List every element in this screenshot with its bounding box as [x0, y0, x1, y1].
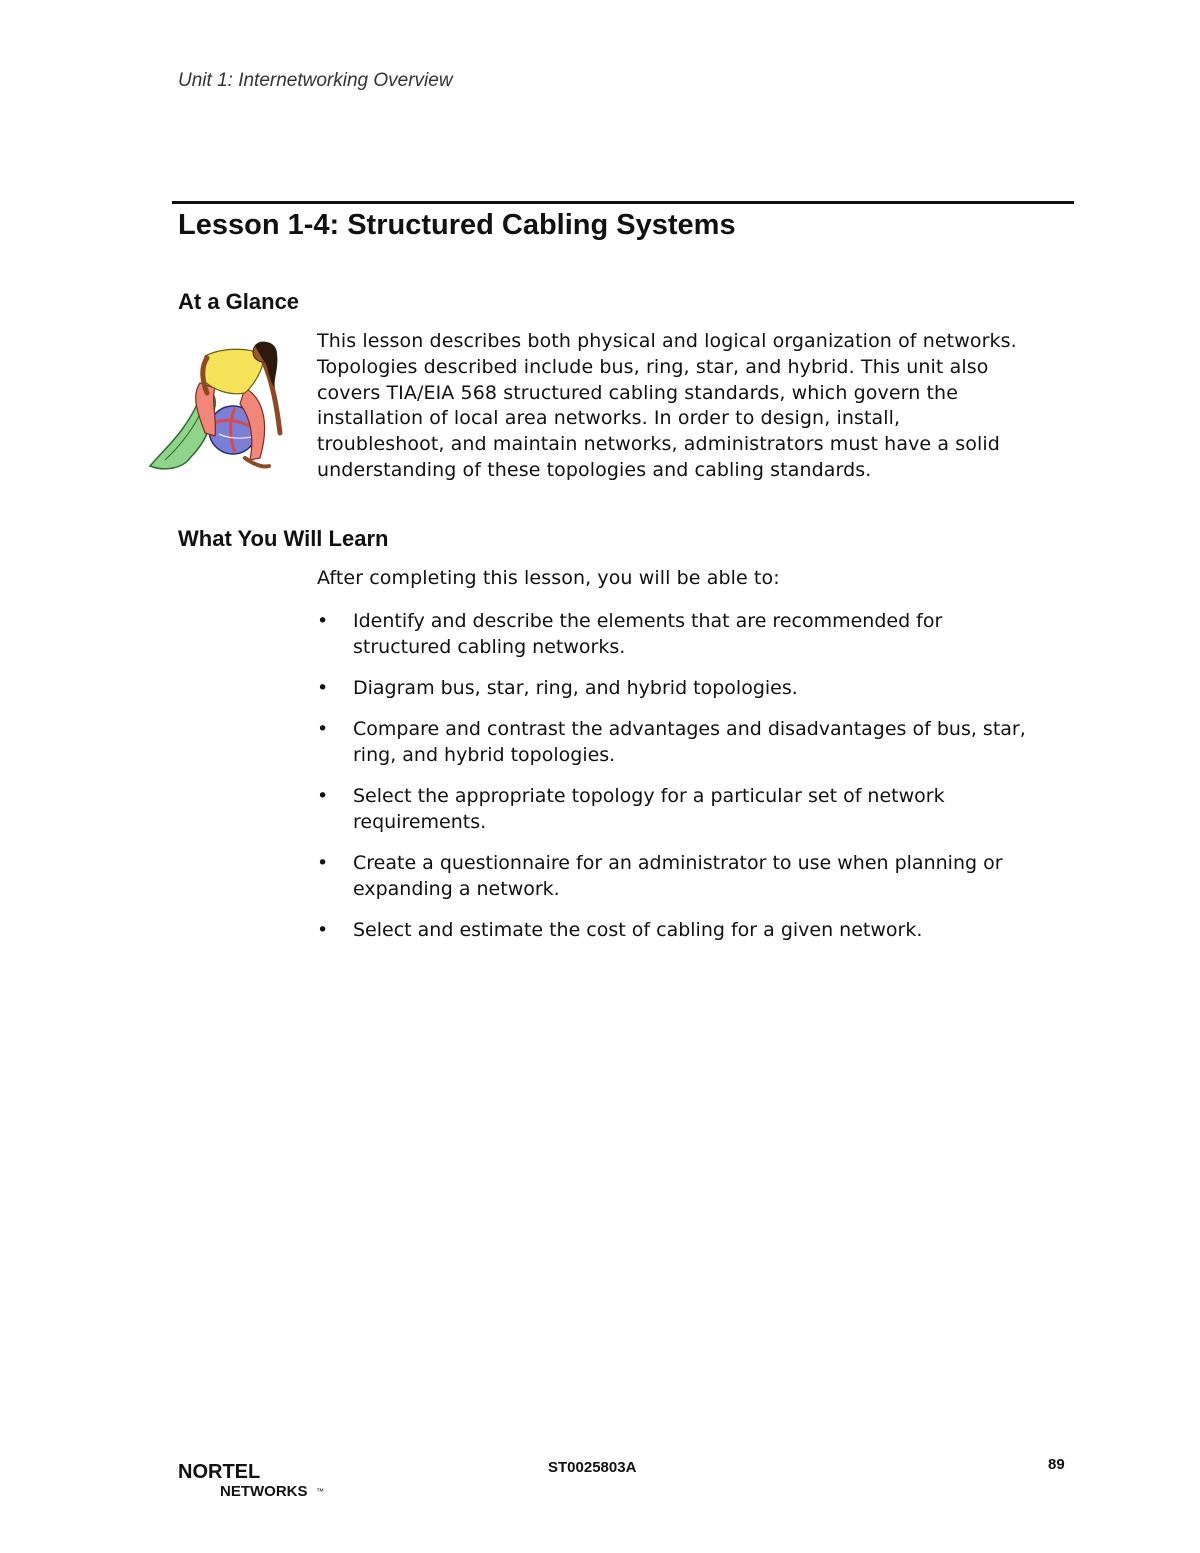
list-item: • Diagram bus, star, ring, and hybrid topologies. — [317, 677, 798, 699]
list-item: • Create a questionnaire for an administrator to use when planning or expanding a network. — [317, 852, 1003, 900]
paragraph-line: This lesson describes both physical and logical organization of networks. — [317, 330, 1017, 352]
nortel-networks-logo — [178, 1460, 328, 1500]
logo-line-1: NORTEL — [178, 1461, 261, 1483]
at-a-glance-heading: At a Glance — [178, 289, 300, 314]
list-item: • Compare and contrast the advantages and disadvantages of bus, star, ring, and hybrid topologies. — [317, 718, 1026, 766]
woman-with-globe-clipart — [145, 338, 290, 478]
paragraph-line: Topologies described include bus, ring, star, and hybrid. This unit also — [317, 355, 989, 378]
paragraph-line: installation of local area networks. In order to design, install, — [317, 407, 901, 430]
title-rule — [172, 201, 1074, 204]
paragraph-line: troubleshoot, and maintain networks, administrators must have a solid — [317, 433, 1000, 456]
running-header: Unit 1: Internetworking Overview — [178, 70, 453, 91]
logo-trademark: ™ — [316, 1487, 324, 1496]
list-item: • Select the appropriate topology for a particular set of network requirements. — [317, 785, 945, 833]
bullet-icon: • — [317, 610, 329, 632]
lesson-title: Lesson 1-4: Structured Cabling Systems — [178, 209, 736, 241]
list-item: • Identify and describe the elements that are recommended for structured cabling networks. — [317, 610, 943, 658]
paragraph-line: understanding of these topologies and cabling standards. — [317, 458, 872, 481]
bullet-icon: • — [317, 718, 329, 740]
paragraph-line: covers TIA/EIA 568 structured cabling standards, which govern the — [317, 381, 958, 404]
objectives-intro: After completing this lesson, you will be able to: — [317, 567, 780, 589]
bullet-icon: • — [317, 677, 329, 699]
what-you-will-learn-heading: What You Will Learn — [178, 526, 389, 551]
page-number: 89 — [1048, 1456, 1065, 1473]
document-code: ST0025803A — [548, 1459, 637, 1476]
logo-line-2: NETWORKS — [220, 1483, 308, 1500]
objectives-list — [317, 608, 1077, 958]
list-item: • Select and estimate the cost of cabling for a given network. — [317, 919, 923, 941]
bullet-icon: • — [317, 785, 329, 807]
bullet-icon: • — [317, 919, 329, 941]
bullet-icon: • — [317, 852, 329, 874]
at-a-glance-paragraph — [317, 329, 1077, 484]
